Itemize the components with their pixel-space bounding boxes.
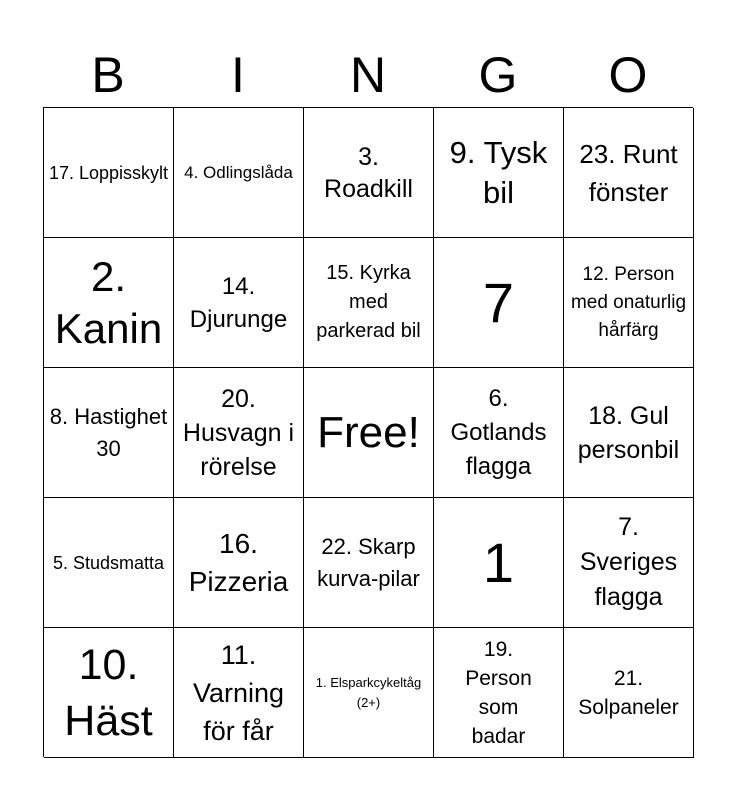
cell-label: 15. Kyrka med parkerad bil (316, 262, 421, 342)
bingo-cell-r5c1[interactable] (44, 628, 174, 758)
bingo-cell-r4c2[interactable] (174, 498, 304, 628)
bingo-cell-r3c3[interactable] (304, 368, 434, 498)
bingo-cell-r1c5[interactable] (564, 108, 694, 238)
cell-number: 7 (482, 270, 515, 334)
cell-label: 5. Studsmatta (52, 552, 165, 573)
cell-label: 7. Sveriges flagga (579, 513, 678, 611)
bingo-cell-r4c4[interactable] (434, 498, 564, 628)
cell-label: 12. Person med onaturlig hårfärg (570, 263, 687, 341)
cell-number: 1 (482, 530, 515, 594)
bingo-cell-r4c1[interactable] (44, 498, 174, 628)
cell-label: 23. Runt fönster (579, 138, 678, 207)
bingo-cell-r2c4[interactable] (434, 238, 564, 368)
header-letter-o: O (608, 47, 648, 103)
cell-label: 14. Djurunge (189, 272, 288, 333)
bingo-cell-r2c5[interactable] (564, 238, 694, 368)
header-letter-b: B (91, 47, 125, 103)
bingo-cell-r5c5[interactable] (564, 628, 694, 758)
bingo-cell-r3c5[interactable] (564, 368, 694, 498)
cell-label: 2. Kanin (54, 252, 163, 352)
bingo-cell-r2c1[interactable] (44, 238, 174, 368)
cell-label: 20. Husvagn i rörelse (182, 384, 295, 481)
header-letter-g: G (478, 47, 518, 103)
bingo-cell-r5c2[interactable] (174, 628, 304, 758)
bingo-cell-r1c3[interactable] (304, 108, 434, 238)
bingo-card (43, 107, 693, 757)
cell-label: 11. Varning för får (192, 639, 285, 746)
bingo-cell-r1c2[interactable] (174, 108, 304, 238)
cell-label: 4. Odlingslåda (184, 162, 293, 182)
free-space: Free! (317, 407, 420, 457)
cell-label: 21. Solpaneler (578, 666, 679, 719)
bingo-cell-r2c3[interactable] (304, 238, 434, 368)
bingo-header (43, 44, 693, 106)
cell-label: 9. Tysk bil (449, 134, 548, 210)
bingo-cell-r5c4[interactable] (434, 628, 564, 758)
cell-label: 3. Roadkill (324, 142, 413, 203)
cell-label: 1. Elsparkcykeltåg (2+) (315, 674, 422, 710)
bingo-cell-r2c2[interactable] (174, 238, 304, 368)
bingo-cell-r3c2[interactable] (174, 368, 304, 498)
cell-label: 10. Häst (64, 640, 153, 745)
bingo-cell-r4c5[interactable] (564, 498, 694, 628)
header-letter-n: N (349, 47, 387, 103)
cell-label: 18. Gul personbil (577, 401, 680, 464)
cell-label: 17. Loppisskylt (48, 162, 169, 183)
bingo-cell-r1c1[interactable] (44, 108, 174, 238)
bingo-cell-r1c4[interactable] (434, 108, 564, 238)
bingo-cell-r5c3[interactable] (304, 628, 434, 758)
cell-label: 6. Gotlands flagga (450, 384, 547, 480)
bingo-cell-r4c3[interactable] (304, 498, 434, 628)
cell-label: 16. Pizzeria (188, 527, 289, 597)
bingo-cell-r3c1[interactable] (44, 368, 174, 498)
bingo-cell-r3c4[interactable] (434, 368, 564, 498)
cell-label: 22. Skarp kurva-pilar (317, 533, 420, 591)
cell-label: 8. Hastighet 30 (49, 403, 168, 461)
cell-label: 19. Person som badar (465, 637, 532, 748)
header-letter-i: I (231, 47, 245, 103)
